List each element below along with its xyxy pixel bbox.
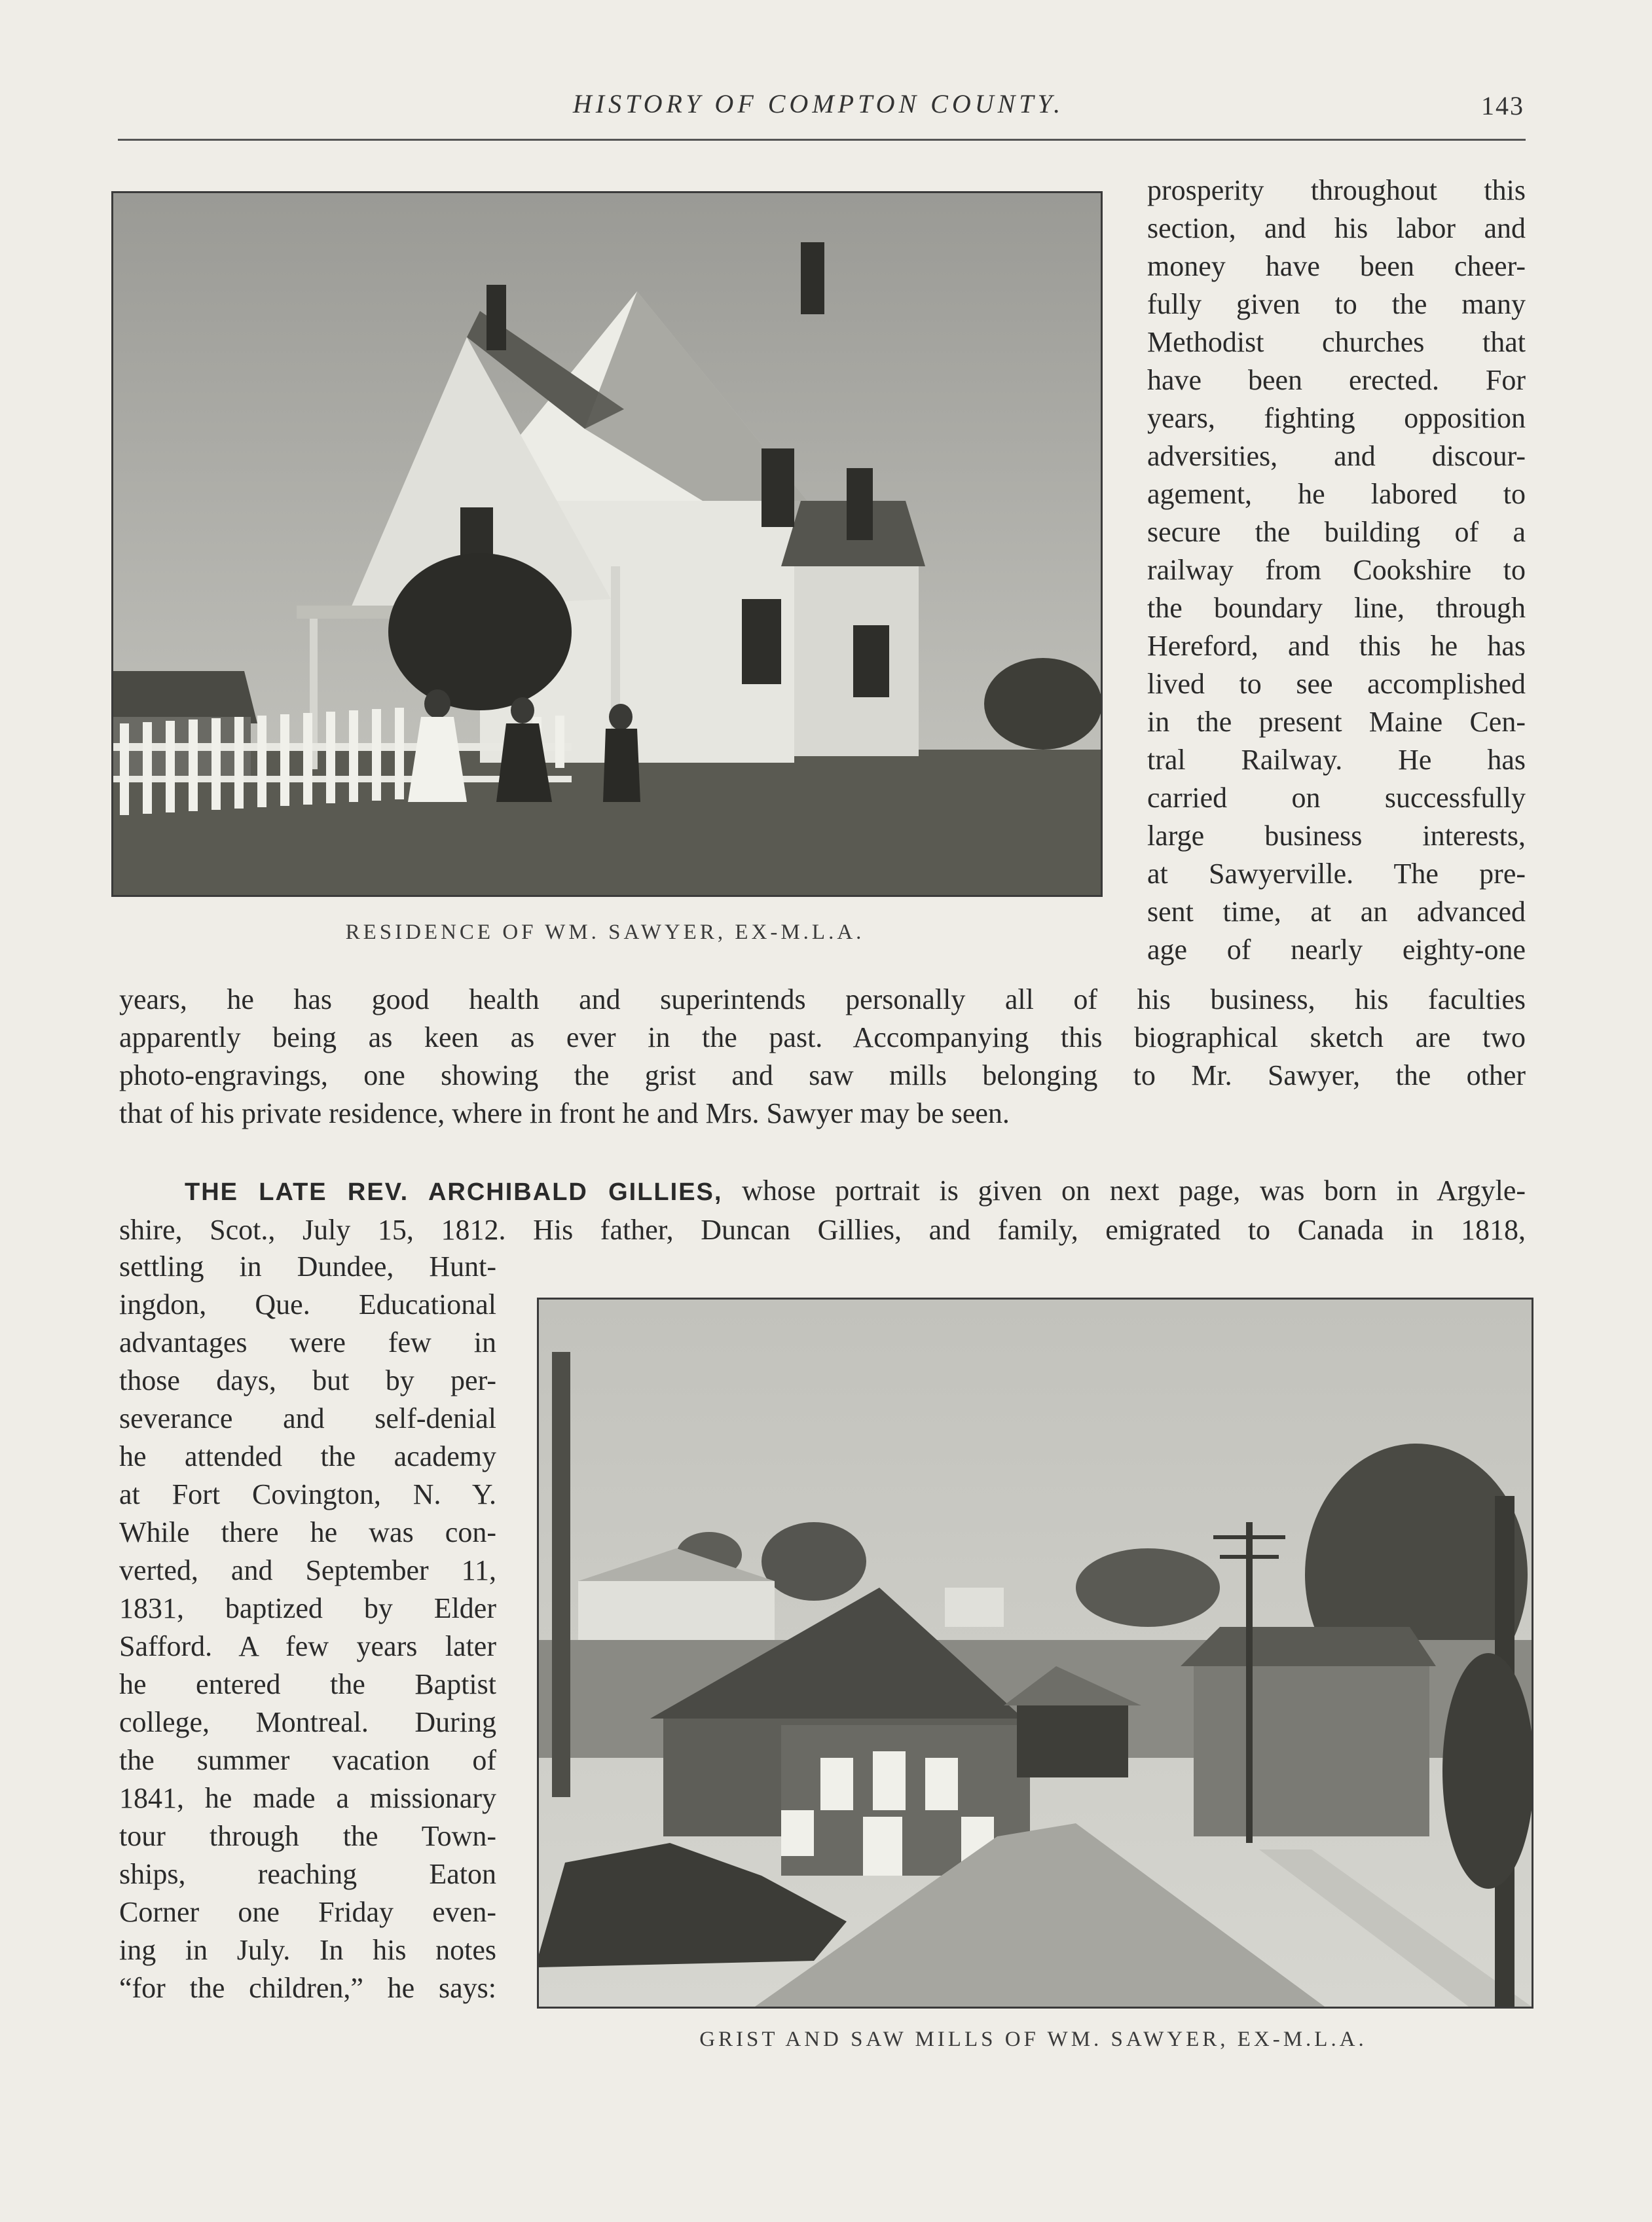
- text-line: ing in July. In his notes: [119, 1934, 496, 1966]
- text-line: ingdon, Que. Educational: [119, 1288, 496, 1320]
- residence-illustration: [113, 193, 1101, 895]
- text-line: sent time, at an advanced: [1147, 896, 1526, 928]
- text-line: “for the children,” he says:: [119, 1972, 496, 2004]
- left-column-text: [119, 1248, 496, 2007]
- text-line: at Fort Covington, N. Y.: [119, 1478, 496, 1510]
- text-line: fully given to the many: [1147, 288, 1526, 320]
- paragraph-continuation: [119, 981, 1526, 1133]
- text-line: settling in Dundee, Hunt-: [119, 1250, 496, 1283]
- text-line: railway from Cookshire to: [1147, 554, 1526, 586]
- text-line: severance and self-denial: [119, 1402, 496, 1434]
- text-line: photo-engravings, one showing the grist and saw mills belonging to Mr. Sawyer, the other: [119, 1059, 1526, 1091]
- text-line: prosperity throughout this: [1147, 174, 1526, 206]
- first-line-rest: whose portrait is given on next page, was born in Argyle-: [742, 1175, 1526, 1207]
- gillies-name: THE LATE REV. ARCHIBALD GILLIES,: [185, 1178, 723, 1206]
- text-line: he entered the Baptist: [119, 1668, 496, 1700]
- running-head: HISTORY OF COMPTON COUNTY.: [572, 89, 1065, 118]
- text-line: Corner one Friday even-: [119, 1896, 496, 1928]
- mills-photo: [537, 1298, 1533, 2009]
- gillies-paragraph-opening: [119, 1172, 1526, 1249]
- text-line: 1831, baptized by Elder: [119, 1592, 496, 1624]
- text-line: the boundary line, through: [1147, 592, 1526, 624]
- text-line: years, he has good health and superintends personally all of his business, his faculties: [119, 983, 1526, 1015]
- text-line: carried on successfully: [1147, 782, 1526, 814]
- text-line: While there he was con-: [119, 1516, 496, 1548]
- text-line: secure the building of a: [1147, 516, 1526, 548]
- text-line: ships, reaching Eaton: [119, 1858, 496, 1890]
- mills-caption: GRIST AND SAW MILLS OF WM. SAWYER, EX-M.L.A.: [699, 2028, 1367, 2051]
- text-line: [119, 1172, 1526, 1211]
- text-line: at Sawyerville. The pre-: [1147, 858, 1526, 890]
- text-line: agement, he labored to: [1147, 478, 1526, 510]
- text-line: adversities, and discour-: [1147, 440, 1526, 472]
- text-line: Methodist churches that: [1147, 326, 1526, 358]
- text-line: age of nearly eighty-one: [1147, 934, 1526, 966]
- text-line: shire, Scot., July 15, 1812. His father, Duncan Gillies, and family, emigrated to Canada in 1818,: [119, 1214, 1526, 1246]
- right-column-text: [1147, 172, 1526, 969]
- text-line: Hereford, and this he has: [1147, 630, 1526, 662]
- text-line: years, fighting opposition: [1147, 402, 1526, 434]
- text-line: money have been cheer-: [1147, 250, 1526, 282]
- text-line: those days, but by per-: [119, 1364, 496, 1396]
- text-line: the summer vacation of: [119, 1744, 496, 1776]
- text-line: lived to see accomplished: [1147, 668, 1526, 700]
- text-line: have been erected. For: [1147, 364, 1526, 396]
- text-line: he attended the academy: [119, 1440, 496, 1472]
- mills-illustration: [539, 1300, 1532, 2007]
- text-line: tral Railway. He has: [1147, 744, 1526, 776]
- residence-photo: [111, 191, 1103, 897]
- text-line: 1841, he made a missionary: [119, 1782, 496, 1814]
- text-line: college, Montreal. During: [119, 1706, 496, 1738]
- text-line: apparently being as keen as ever in the past. Accompanying this biographical sketch are two: [119, 1021, 1526, 1053]
- text-line: tour through the Town-: [119, 1820, 496, 1852]
- text-line: large business interests,: [1147, 820, 1526, 852]
- text-line: advantages were few in: [119, 1326, 496, 1358]
- text-line: verted, and September 11,: [119, 1554, 496, 1586]
- text-line: section, and his labor and: [1147, 212, 1526, 244]
- text-line: Safford. A few years later: [119, 1630, 496, 1662]
- header-rule: [118, 139, 1526, 141]
- text-line: in the present Maine Cen-: [1147, 706, 1526, 738]
- text-line: that of his private residence, where in front he and Mrs. Sawyer may be seen.: [119, 1097, 1010, 1129]
- page-number: 143: [1481, 91, 1524, 120]
- residence-caption: RESIDENCE OF WM. SAWYER, EX-M.L.A.: [345, 920, 865, 944]
